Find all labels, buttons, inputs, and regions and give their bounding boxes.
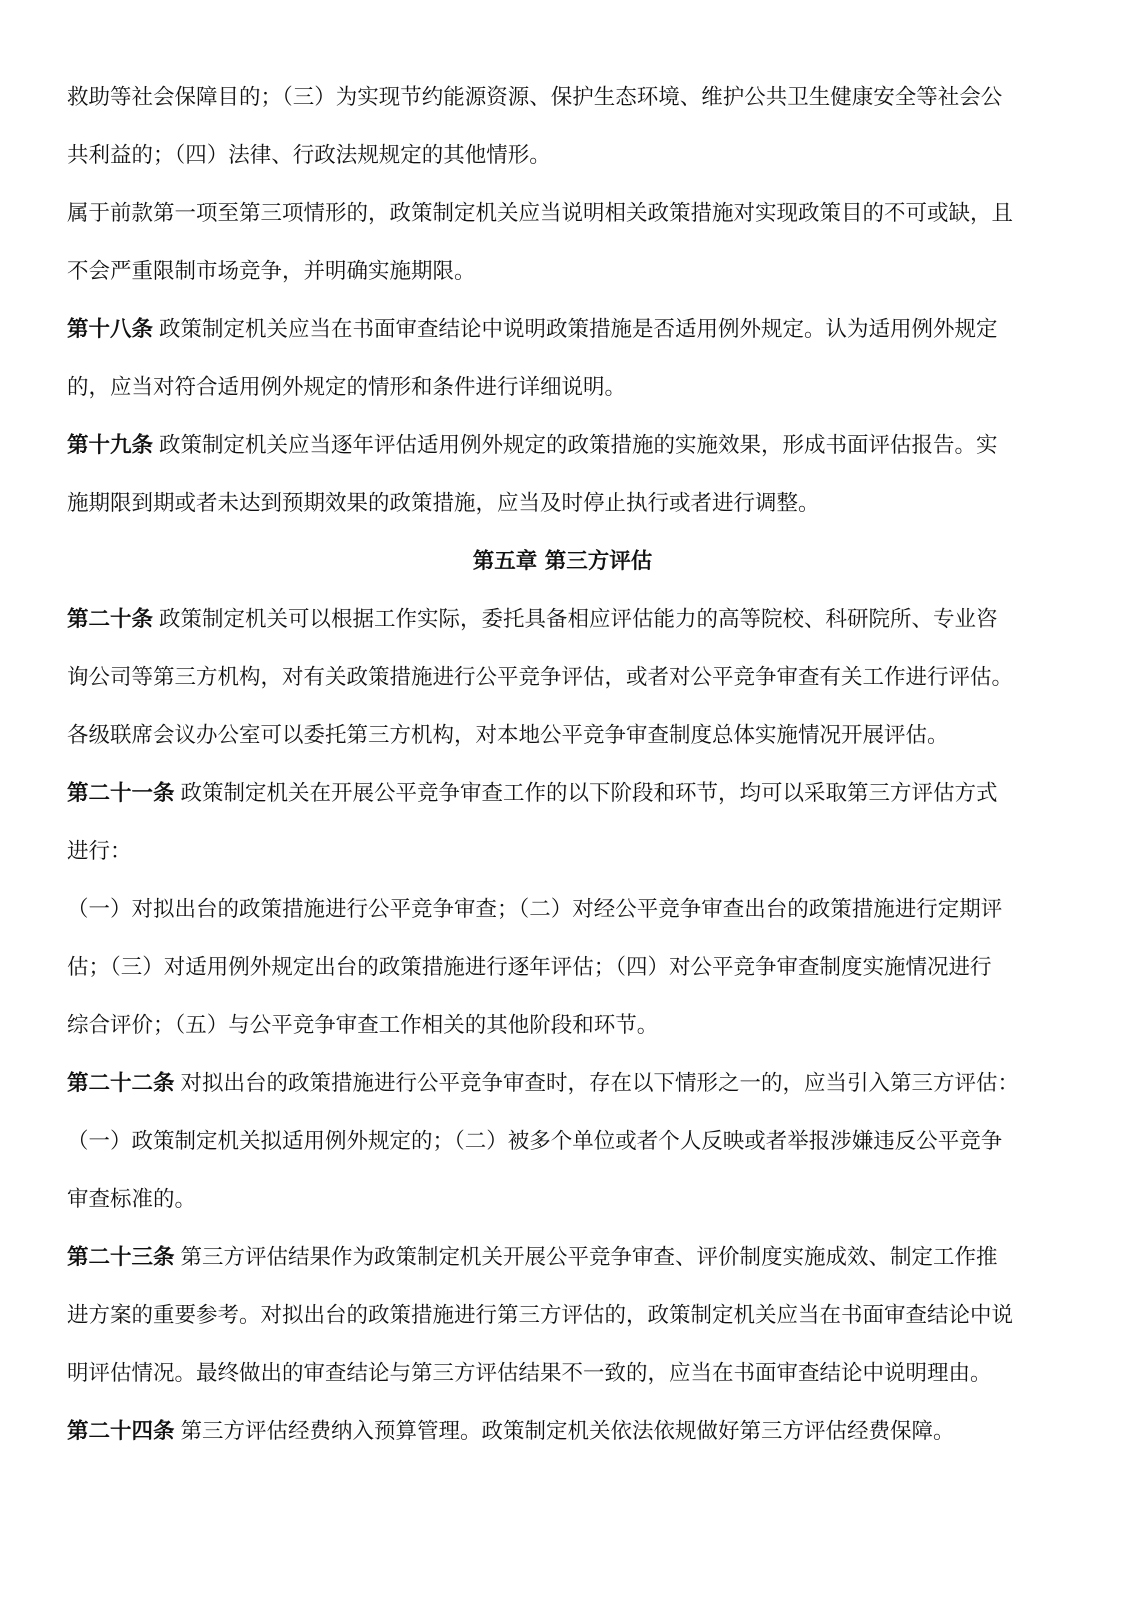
line-text: 第三方评估经费纳入预算管理。政策制定机关依法依规做好第三方评估经费保障。 [180,1419,955,1444]
line-02 [67,141,1067,171]
line-text: 对拟出台的政策措施进行公平竞争审查时，存在以下情形之一的，应当引入第三方评估： [180,1071,1020,1096]
line-22 [67,1301,1067,1331]
article-number: 第十九条 [67,433,154,458]
line-text: 第三方评估结果作为政策制定机关开展公平竞争审查、评价制度实施成效、制定工作推 [180,1245,998,1270]
line-05 [67,315,1067,345]
line-text: 共利益的；（四）法律、行政法规规定的其他情形。 [67,143,551,168]
line-text: 的，应当对符合适用例外规定的情形和条件进行详细说明。 [67,375,627,400]
line-08 [67,489,1067,519]
line-24 [67,1417,1067,1447]
line-15 [67,895,1067,925]
line-20 [67,1185,1067,1215]
line-text: 各级联席会议办公室可以委托第三方机构，对本地公平竞争审查制度总体实施情况开展评估。 [67,723,949,748]
article-number: 第十八条 [67,317,154,342]
line-14 [67,837,1067,867]
line-16 [67,953,1067,983]
line-19 [67,1127,1067,1157]
line-text: 属于前款第一项至第三项情形的，政策制定机关应当说明相关政策措施对实现政策目的不可或缺，且 [67,201,1014,226]
article-number: 第二十三条 [67,1245,175,1270]
line-text: 政策制定机关可以根据工作实际，委托具备相应评估能力的高等院校、科研院所、专业咨 [159,607,998,632]
line-04 [67,257,1067,287]
line-text: 政策制定机关应当逐年评估适用例外规定的政策措施的实施效果，形成书面评估报告。实 [159,433,998,458]
line-text: （一）对拟出台的政策措施进行公平竞争审查；（二）对经公平竞争审查出台的政策措施进行定期评 [67,897,1003,922]
line-text: 施期限到期或者未达到预期效果的政策措施，应当及时停止执行或者进行调整。 [67,491,820,516]
line-17 [67,1011,1067,1041]
line-10 [67,605,1067,635]
line-text: 综合评价；（五）与公平竞争审查工作相关的其他阶段和环节。 [67,1013,659,1038]
line-text: （一）政策制定机关拟适用例外规定的；（二）被多个单位或者个人反映或者举报涉嫌违反公平竞争 [67,1129,1003,1154]
line-03 [67,199,1067,229]
line-06 [67,373,1067,403]
line-13 [67,779,1067,809]
article-number: 第二十条 [67,607,154,632]
line-07 [67,431,1067,461]
line-11 [67,663,1067,693]
line-text: 政策制定机关在开展公平竞争审查工作的以下阶段和环节，均可以采取第三方评估方式 [180,781,998,806]
line-01 [67,83,1067,113]
line-text: 明评估情况。最终做出的审查结论与第三方评估结果不一致的，应当在书面审查结论中说明理由。 [67,1361,992,1386]
chapter-title: 第五章 第三方评估 [472,549,653,574]
line-text: 进行： [67,839,132,864]
article-number: 第二十一条 [67,781,175,806]
line-text: 估；（三）对适用例外规定出台的政策措施进行逐年评估；（四）对公平竞争审查制度实施情况进行 [67,955,992,980]
article-number: 第二十二条 [67,1071,175,1096]
article-number: 第二十四条 [67,1419,175,1444]
line-text: 进方案的重要参考。对拟出台的政策措施进行第三方评估的，政策制定机关应当在书面审查结论中说 [67,1303,1014,1328]
line-text: 不会严重限制市场竞争，并明确实施期限。 [67,259,476,284]
line-text: 救助等社会保障目的；（三）为实现节约能源资源、保护生态环境、维护公共卫生健康安全等社会公 [67,85,1003,110]
line-21 [67,1243,1067,1273]
line-text: 审查标准的。 [67,1187,197,1212]
line-text: 询公司等第三方机构，对有关政策措施进行公平竞争评估，或者对公平竞争审查有关工作进行评估。 [67,665,1014,690]
chapter-heading [0,547,1131,577]
line-text: 政策制定机关应当在书面审查结论中说明政策措施是否适用例外规定。认为适用例外规定 [159,317,998,342]
line-18 [67,1069,1067,1099]
line-12 [67,721,1067,751]
line-23 [67,1359,1067,1389]
